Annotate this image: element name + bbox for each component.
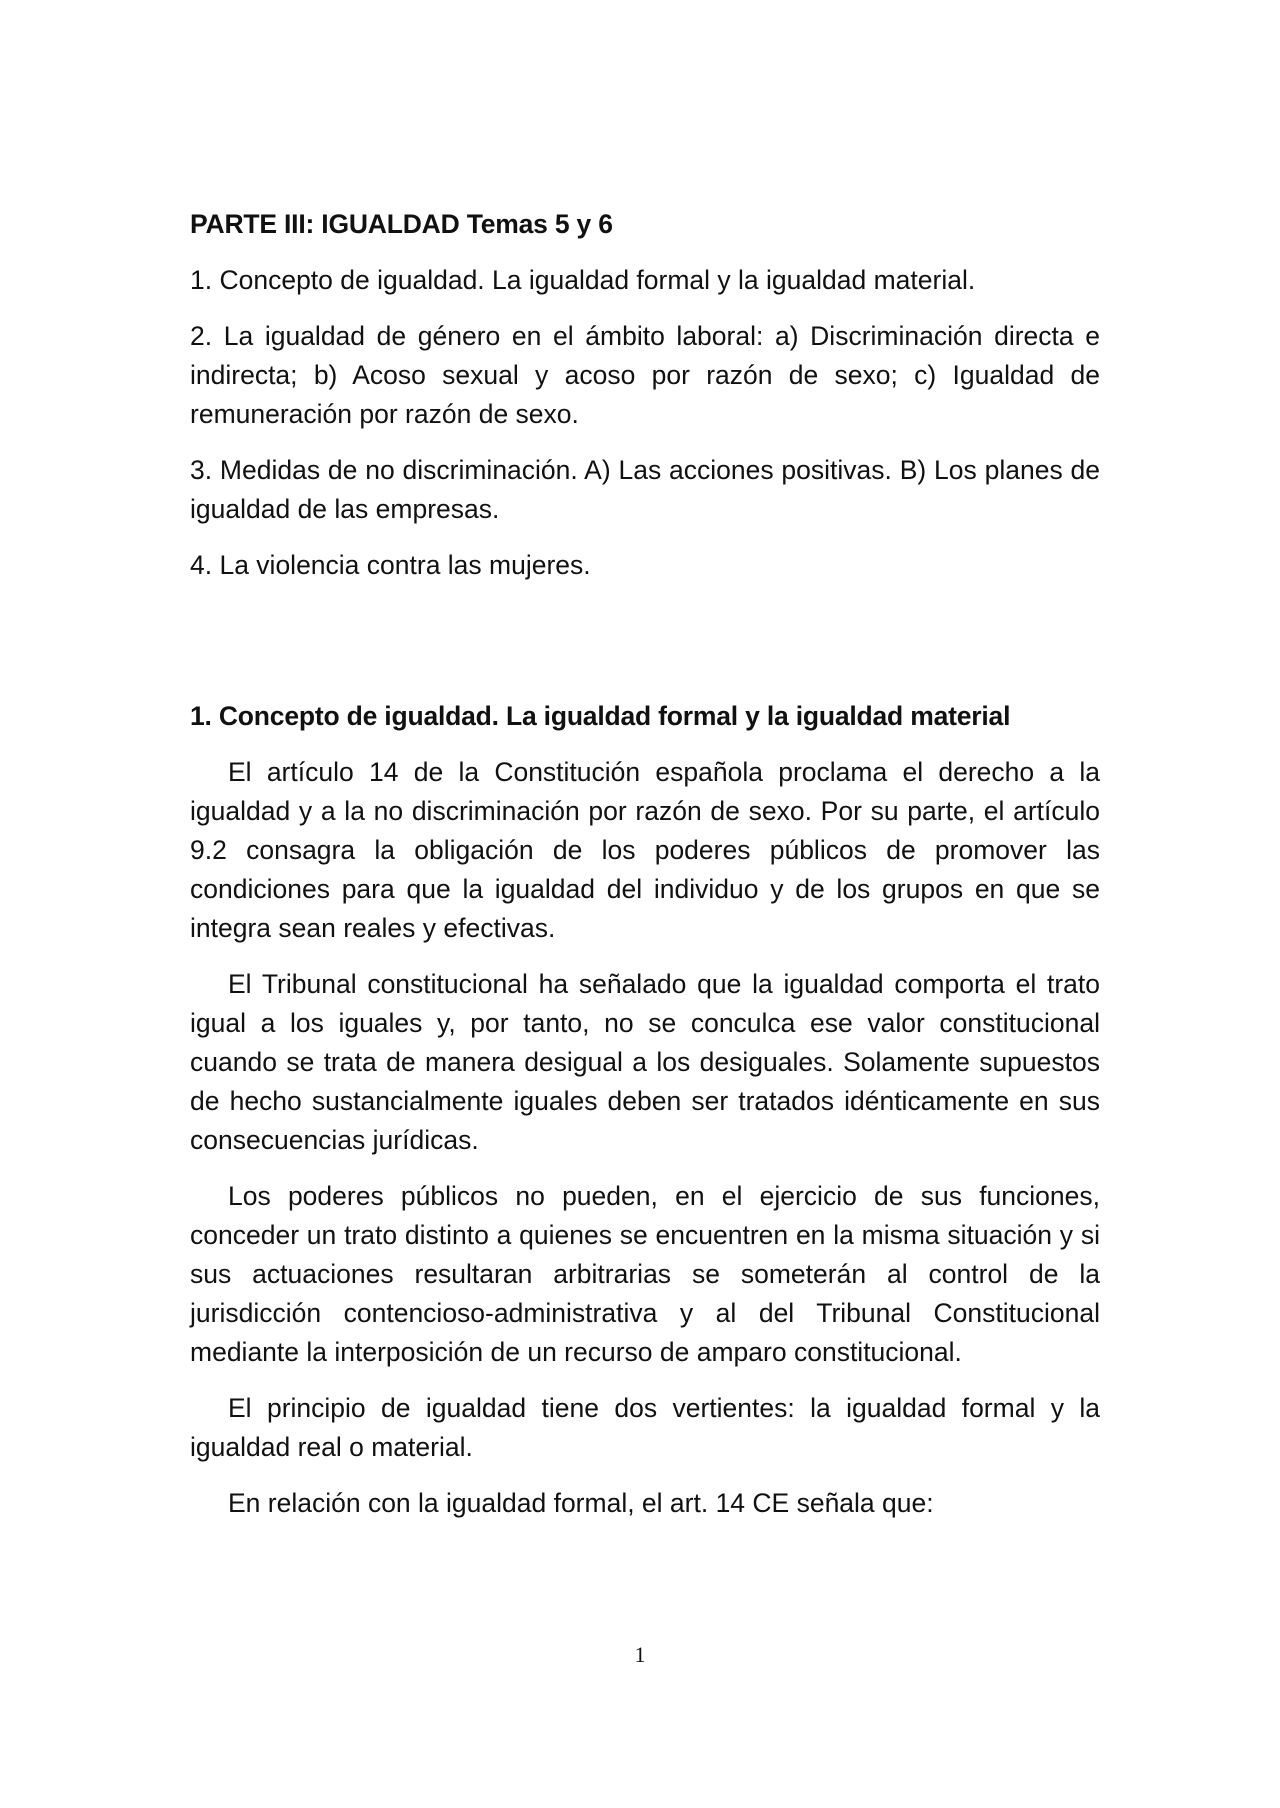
toc-item-3: 3. Medidas de no discriminación. A) Las acciones positivas. B) Los planes de igualdad de las empresas. — [190, 455, 1100, 524]
page-content — [190, 205, 1100, 1540]
paragraph-1: El artículo 14 de la Constitución española proclama el derecho a la igualdad y a la no discriminación por razón de sexo. Por su parte, el artículo 9.2 consagra la obligación de los poderes públicos de promover las condiciones para que la igualdad del individuo y de los grupos en que se integra sean reales y efectivas. — [190, 757, 1100, 943]
paragraph-3: Los poderes públicos no pueden, en el ejercicio de sus funciones, conceder un trato distinto a quienes se encuentren en la misma situación y si sus actuaciones resultaran arbitrarias se someterán al control de la jurisdicción contencioso-administrativa y al del Tribunal Constitucional mediante la interposición de un recurso de amparo constitucional. — [190, 1181, 1100, 1367]
part-heading: PARTE III: IGUALDAD Temas 5 y 6 — [190, 209, 613, 239]
page-number: 1 — [634, 1642, 646, 1667]
paragraph-2: El Tribunal constitucional ha señalado que la igualdad comporta el trato igual a los iguales y, por tanto, no se conculca ese valor constitucional cuando se trata de manera desigual a los desiguales. Solamente supuestos de hecho sustancialmente iguales deben ser tratados idénticamente en sus consecuencias jurídicas. — [190, 969, 1100, 1155]
paragraph-4: El principio de igualdad tiene dos vertientes: la igualdad formal y la igualdad real o material. — [190, 1393, 1100, 1462]
section-title: 1. Concepto de igualdad. La igualdad formal y la igualdad material — [190, 701, 1011, 731]
toc-item-2: 2. La igualdad de género en el ámbito laboral: a) Discriminación directa e indirecta; b) Acoso sexual y acoso por razón de sexo; c) Igualdad de remuneración por razón de sexo. — [190, 321, 1100, 429]
toc-item-4: 4. La violencia contra las mujeres. — [190, 550, 591, 580]
paragraph-5: En relación con la igualdad formal, el art. 14 CE señala que: — [228, 1488, 934, 1518]
section-spacer — [190, 602, 1100, 697]
toc-item-1: 1. Concepto de igualdad. La igualdad formal y la igualdad material. — [190, 265, 976, 295]
